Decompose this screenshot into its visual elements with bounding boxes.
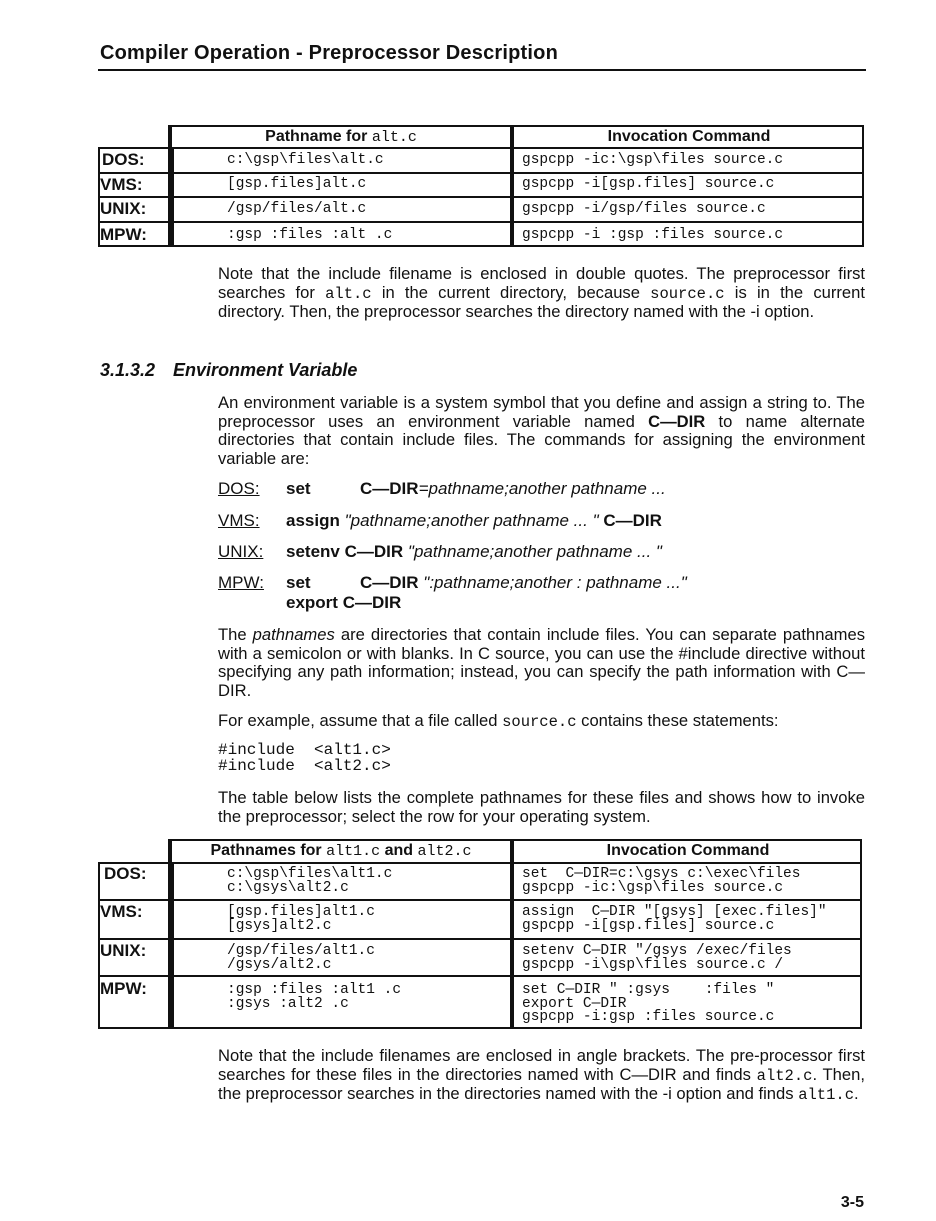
table2-os-vms: VMS: (100, 902, 143, 921)
table2-col1-header: Pathnames for alt1.c and alt2.c (210, 842, 472, 860)
env-line-mpw: MPW: set C—DIR ":pathname;another : pathname ..." (218, 573, 687, 592)
table2-divider-left (168, 839, 172, 1029)
table2-row-rule (98, 938, 862, 940)
table2-cmd-unix: setenv C—DIR "/gsys /exec/files gspcpp -i\gsp\files source.c / (522, 943, 792, 973)
header-rule (98, 69, 866, 71)
table1-os-dos: DOS: (102, 150, 145, 169)
env-line-dos: DOS: set C—DIR=pathname;another pathname ... (218, 479, 666, 498)
code-line-2: #include <alt2.c> (218, 757, 391, 775)
table2-path-unix: /gsp/files/alt1.c /gsys/alt2.c (227, 943, 375, 973)
table2-row-rule (98, 975, 862, 977)
table1-cmd-mpw: gspcpp -i :gsp :files source.c (522, 227, 784, 243)
code-line-1: #include <alt1.c> (218, 741, 391, 759)
table2-path-vms: [gsp.files]alt1.c [gsys]alt2.c (227, 904, 375, 934)
table1-cmd-unix: gspcpp -i/gsp/files source.c (522, 201, 766, 217)
table1-os-mpw: MPW: (100, 225, 147, 244)
env-line-mpw-export: export C—DIR (286, 593, 402, 612)
table2-divider-mid (510, 839, 514, 1029)
table2-cmd-vms: assign C—DIR "[gsys] [exec.files]" gspcpp -i[gsp.files] source.c (522, 904, 827, 934)
env-line-unix: UNIX: setenv C—DIR "pathname;another pathname ... " (218, 542, 662, 561)
table1-path-vms: [gsp.files]alt.c (227, 176, 367, 192)
paragraph-table-intro: The table below lists the complete pathnames for these files and shows how to invoke the preprocessor; select the row for your operating system. (218, 788, 865, 826)
table1-path-unix: /gsp/files/alt.c (227, 201, 367, 217)
paragraph-environment-variable: An environment variable is a system symbol that you define and assign a string to. The preprocessor uses an environment variable named C—DIR to name alternate directories that contain include files. The commands for assigning the environment variable are: (218, 393, 865, 468)
page-number: 3-5 (840, 1194, 864, 1211)
table1-col1-header: Pathname for alt.c (265, 128, 417, 146)
table1-os-unix: UNIX: (100, 199, 147, 218)
table1-row-rule (98, 196, 864, 198)
env-line-vms: VMS: assign "pathname;another pathname ... " C—DIR (218, 511, 662, 530)
paragraph-include-quotes: Note that the include filename is enclosed in double quotes. The preprocessor first searches for alt.c in the current directory, because source.c is in the current directory. Then, the preprocessor searches the directory named with the -i option. (218, 264, 865, 321)
table1-row-rule (98, 221, 864, 223)
table1-cmd-dos: gspcpp -ic:\gsp\files source.c (522, 152, 784, 168)
paragraph-angle-brackets: Note that the include filenames are enclosed in angle brackets. The pre-processor first searches for these files in the directories named with C—DIR and finds alt2.c. Then, the preprocessor searches in the directories named with the -i option and finds alt1.c. (218, 1046, 865, 1104)
table1-col2-header: Invocation Command (607, 128, 771, 145)
table2-os-dos: DOS: (104, 864, 147, 883)
table2-col2-header: Invocation Command (606, 842, 770, 859)
table2-cmd-mpw: set C—DIR " :gsys :files " export C—DIR gspcpp -i:gsp :files source.c (522, 982, 775, 1025)
table2-cmd-dos: set C—DIR=c:\gsys c:\exec\files gspcpp -ic:\gsp\files source.c (522, 866, 801, 896)
table2-row-rule (98, 899, 862, 901)
table1-row-rule (98, 172, 864, 174)
section-heading: 3.1.3.2 Environment Variable (100, 360, 358, 380)
table2-path-mpw: :gsp :files :alt1 .c :gsys :alt2 .c (227, 982, 402, 1012)
table2-header-rule (98, 862, 862, 864)
page-header-title: Compiler Operation - Preprocessor Description (100, 42, 558, 64)
paragraph-pathnames: The pathnames are directories that contain include files. You can separate pathnames with a semicolon or with blanks. In C source, you can use the #include directive without specifying any path information; instead, you can specify the path information with C—DIR. (218, 625, 865, 700)
table1-header-rule (98, 147, 864, 149)
table2-path-dos: c:\gsp\files\alt1.c c:\gsys\alt2.c (227, 866, 393, 896)
table1-path-dos: c:\gsp\files\alt.c (227, 152, 384, 168)
table1-cmd-vms: gspcpp -i[gsp.files] source.c (522, 176, 775, 192)
table1-path-mpw: :gsp :files :alt .c (227, 227, 393, 243)
table1-os-vms: VMS: (100, 175, 143, 194)
table2-os-unix: UNIX: (100, 941, 147, 960)
paragraph-example: For example, assume that a file called source.c contains these statements: (218, 711, 779, 731)
table2-os-mpw: MPW: (100, 979, 147, 998)
